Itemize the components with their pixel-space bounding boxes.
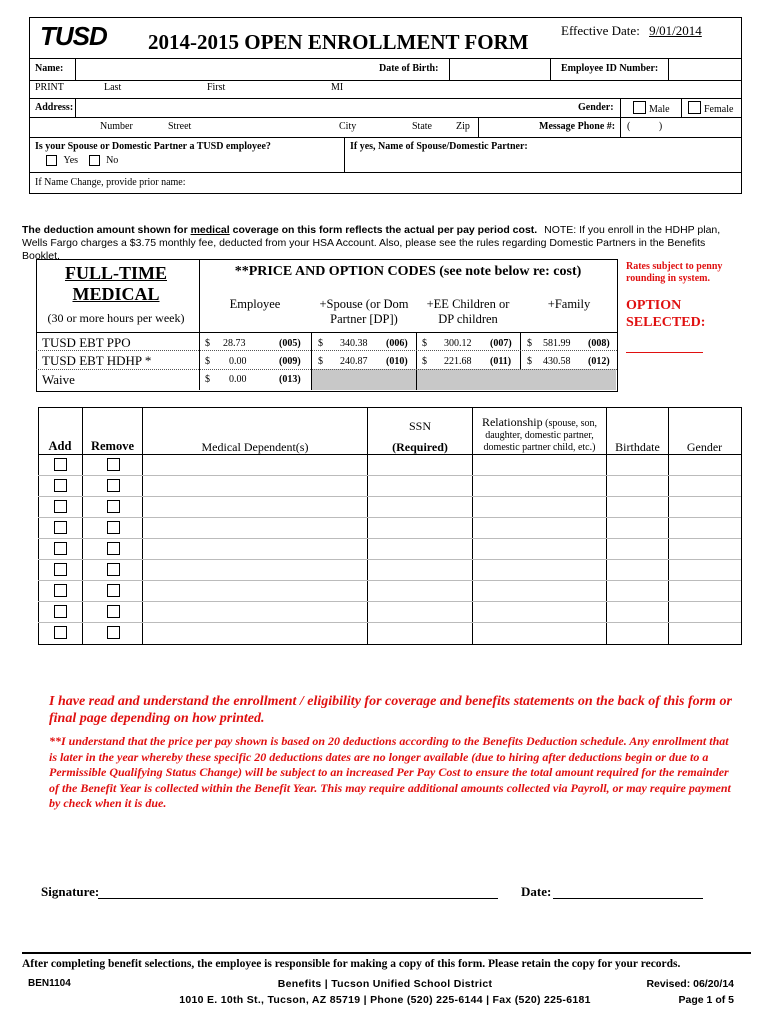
birthdate-input[interactable] — [608, 518, 667, 537]
dependent-name-input[interactable] — [144, 518, 366, 537]
add-checkbox[interactable] — [54, 500, 67, 513]
birthdate-input[interactable] — [608, 539, 667, 558]
relationship-input[interactable] — [474, 518, 605, 537]
signature-label: Signature: — [41, 884, 100, 899]
add-header: Add — [48, 439, 72, 453]
number-label: Number — [100, 121, 133, 132]
relationship-input[interactable] — [474, 455, 605, 474]
option-code: (008) — [588, 338, 610, 349]
section-title-line-1: FULL-TIME — [64, 263, 167, 283]
amount: 340.38 — [340, 338, 368, 349]
rates-note: Rates subject to penny rounding in system. — [626, 261, 723, 284]
gender-input[interactable] — [670, 455, 738, 474]
col-children: +EE Children or DP children — [426, 297, 510, 326]
spouse-yes-label: Yes — [63, 155, 79, 166]
remove-checkbox[interactable] — [107, 521, 120, 534]
dependent-row — [38, 601, 740, 622]
dependent-name-input[interactable] — [144, 476, 366, 495]
signature-line[interactable] — [98, 884, 498, 899]
birthdate-input[interactable] — [608, 497, 667, 516]
remove-checkbox[interactable] — [107, 626, 120, 639]
gender-input[interactable] — [670, 518, 738, 537]
price-cell — [527, 356, 617, 367]
spouse-yes-checkbox[interactable] — [46, 155, 57, 166]
amount: 221.68 — [444, 356, 472, 367]
copy-note: After completing benefit selections, the employee is responsible for making a copy of this form. Please retain the copy for your records. — [22, 958, 681, 970]
employee-id-input[interactable] — [670, 60, 738, 78]
dependent-row — [38, 559, 740, 580]
district-address: 1010 E. 10th St., Tucson, AZ 85719 | Phone (520) 225-6144 | Fax (520) 225-6181 — [179, 994, 591, 1006]
department: Benefits | Tucson Unified School District — [277, 978, 493, 990]
ssn-input[interactable] — [369, 539, 471, 558]
birthdate-header: Birthdate — [615, 440, 660, 454]
currency: $ — [422, 338, 427, 349]
waive-shaded-area — [311, 369, 616, 390]
price-cell — [422, 338, 518, 349]
price-cell — [205, 356, 305, 367]
note-part-2: coverage on this form reflects the actual per pay period cost. — [229, 224, 538, 236]
option-code: (006) — [386, 338, 408, 349]
date-label: Date: — [521, 884, 552, 899]
plan-hdhp: TUSD EBT HDHP * — [42, 353, 152, 368]
gender-input[interactable] — [670, 623, 738, 642]
birthdate-input[interactable] — [608, 455, 667, 474]
currency: $ — [527, 338, 532, 349]
price-cell — [318, 338, 414, 349]
section-title-line-2: MEDICAL — [72, 284, 160, 304]
mi-label: MI — [331, 82, 344, 93]
ssn-input[interactable] — [369, 518, 471, 537]
add-checkbox[interactable] — [54, 458, 67, 471]
currency: $ — [205, 356, 210, 367]
revised-date: Revised: 06/20/14 — [646, 978, 734, 990]
price-cell — [205, 374, 305, 385]
effective-label: Effective Date: — [561, 23, 640, 38]
phone-open-paren: ( — [627, 121, 631, 132]
remove-checkbox[interactable] — [107, 479, 120, 492]
option-code: (007) — [490, 338, 512, 349]
form-code: BEN1104 — [28, 978, 71, 989]
note-part-1: The deduction amount shown for — [22, 224, 191, 236]
spouse-no-label: No — [106, 155, 119, 166]
last-label: Last — [104, 82, 122, 93]
option-code: (013) — [279, 374, 301, 385]
gender-input[interactable] — [670, 560, 738, 579]
add-checkbox[interactable] — [54, 626, 67, 639]
print-label: PRINT — [35, 82, 64, 93]
add-checkbox[interactable] — [54, 479, 67, 492]
dependent-name-input[interactable] — [144, 623, 366, 642]
relationship-input[interactable] — [474, 623, 605, 642]
col-family: +Family — [547, 297, 591, 311]
currency: $ — [318, 356, 323, 367]
option-code: (011) — [490, 356, 512, 367]
dob-input[interactable] — [451, 60, 548, 78]
add-checkbox[interactable] — [54, 542, 67, 555]
dependent-row — [38, 622, 740, 643]
amount: 581.99 — [543, 338, 571, 349]
option-selected-input[interactable] — [626, 342, 703, 353]
gender-input[interactable] — [670, 476, 738, 495]
amount: 0.00 — [229, 356, 247, 367]
gender-input[interactable] — [670, 497, 738, 516]
dependent-row — [38, 580, 740, 601]
spouse-name-label: If yes, Name of Spouse/Domestic Partner: — [350, 141, 528, 152]
birthdate-input[interactable] — [608, 560, 667, 579]
add-checkbox[interactable] — [54, 563, 67, 576]
effective-date-label — [561, 23, 702, 39]
amount: 430.58 — [543, 356, 571, 367]
col-spouse: +Spouse (or Dom Partner [DP]) — [319, 297, 409, 326]
price-cell — [527, 338, 617, 349]
remove-checkbox[interactable] — [107, 563, 120, 576]
relationship-input[interactable] — [474, 602, 605, 621]
ssn-required: (Required) — [392, 440, 448, 454]
price-cell — [205, 338, 305, 349]
currency: $ — [527, 356, 532, 367]
spouse-no-checkbox[interactable] — [89, 155, 100, 166]
remove-header: Remove — [90, 439, 135, 453]
remove-checkbox[interactable] — [107, 458, 120, 471]
ssn-input[interactable] — [369, 497, 471, 516]
address-label: Address: — [35, 102, 74, 113]
remove-checkbox[interactable] — [107, 584, 120, 597]
price-cell — [318, 356, 414, 367]
gender-input[interactable] — [670, 539, 738, 558]
relationship-line-2: daughter, domestic partner, — [485, 430, 594, 441]
plan-ppo: TUSD EBT PPO — [42, 335, 131, 350]
state-label: State — [412, 121, 432, 132]
relationship-input[interactable] — [474, 497, 605, 516]
note-part-3: NOTE: If you enroll in the HDHP plan, Wells Fargo charges a $3.75 monthly fee, deducted from your HSA Account. Also, please see the rules regarding Domestic Partners in the Benefits Booklet. — [22, 224, 721, 262]
option-code: (012) — [588, 356, 610, 367]
relationship-line-1b: (spouse, son, — [545, 418, 598, 429]
birthdate-input[interactable] — [608, 581, 667, 600]
relationship-input[interactable] — [474, 560, 605, 579]
option-code: (010) — [386, 356, 408, 367]
amount: 240.87 — [340, 356, 368, 367]
option-code: (009) — [279, 356, 301, 367]
birthdate-input[interactable] — [608, 623, 667, 642]
currency: $ — [205, 374, 210, 385]
ssn-input[interactable] — [369, 560, 471, 579]
male-label: Male — [649, 104, 670, 115]
dependent-name-input[interactable] — [144, 581, 366, 600]
birthdate-input[interactable] — [608, 476, 667, 495]
dependent-name-input[interactable] — [144, 602, 366, 621]
ssn-input[interactable] — [369, 602, 471, 621]
name-input[interactable] — [77, 60, 377, 78]
male-checkbox[interactable] — [633, 101, 646, 114]
gender-input[interactable] — [670, 581, 738, 600]
address-input[interactable] — [77, 100, 547, 116]
phone-label: Message Phone #: — [539, 121, 616, 132]
spouse-question: Is your Spouse or Domestic Partner a TUSD employee? — [35, 141, 271, 152]
birthdate-input[interactable] — [608, 602, 667, 621]
city-label: City — [339, 121, 357, 132]
zip-label: Zip — [456, 121, 470, 132]
remove-checkbox[interactable] — [107, 605, 120, 618]
col-employee: Employee — [229, 297, 281, 311]
ssn-input[interactable] — [369, 623, 471, 642]
statement-2: **I understand that the price per pay shown is based on 20 deductions according to the Benefits Deduction schedule. Any enrollment that is later in the year whereby these specific 20 deductions dates are no longer available (due to hiring after deductions begin or due to a Permissible Qualifying Status Change) will be subject to an increased Per Pay Cost to ensure the total amount required for the remainder of the Benefit Year is collected within the Benefit Year. This may require additional amounts collected via Payroll, or may require payment by check when it is due. — [49, 734, 731, 810]
add-checkbox[interactable] — [54, 605, 67, 618]
currency: $ — [422, 356, 427, 367]
ssn-input[interactable] — [369, 455, 471, 474]
relationship-line-3: domestic partner child, etc.) — [483, 442, 596, 453]
first-label: First — [207, 82, 226, 93]
ssn-input[interactable] — [369, 476, 471, 495]
full-time-medical-title — [40, 263, 192, 305]
note-medical: medical — [190, 224, 230, 236]
option-code: (005) — [279, 338, 301, 349]
dob-label: Date of Birth: — [379, 63, 439, 74]
phone-close-paren: ) — [658, 121, 663, 132]
female-label: Female — [704, 104, 734, 115]
remove-checkbox[interactable] — [107, 542, 120, 555]
plan-waive: Waive — [42, 372, 75, 387]
price-cell — [422, 356, 518, 367]
gender-input[interactable] — [670, 602, 738, 621]
hours-label: (30 or more hours per week) — [47, 311, 185, 325]
gender-label: Gender: — [578, 102, 614, 113]
relationship-input[interactable] — [474, 581, 605, 600]
spouse-yes-no — [46, 155, 118, 166]
amount: 28.73 — [223, 338, 246, 349]
employee-id-label: Employee ID Number: — [561, 63, 659, 74]
dependent-row — [38, 475, 740, 496]
dependent-name-input[interactable] — [144, 455, 366, 474]
dependent-name-input[interactable] — [144, 560, 366, 579]
tusd-logo: TUSD — [40, 21, 107, 51]
dependent-name-input[interactable] — [144, 539, 366, 558]
effective-date: 9/01/2014 — [649, 23, 702, 38]
add-checkbox[interactable] — [54, 584, 67, 597]
ssn-header: SSN — [408, 419, 431, 433]
dependent-name-input[interactable] — [144, 497, 366, 516]
amount: 0.00 — [229, 374, 247, 385]
cost-note — [22, 224, 740, 263]
relationship-input[interactable] — [474, 539, 605, 558]
form-title: 2014-2015 OPEN ENROLLMENT FORM — [148, 30, 529, 54]
dependent-row — [38, 538, 740, 559]
name-change-label: If Name Change, provide prior name: — [35, 177, 186, 188]
date-line[interactable] — [553, 884, 703, 899]
gender-header: Gender — [686, 440, 723, 454]
option-selected-label: OPTION SELECTED: — [626, 298, 706, 330]
currency: $ — [205, 338, 210, 349]
remove-checkbox[interactable] — [107, 500, 120, 513]
relationship-input[interactable] — [474, 476, 605, 495]
ssn-input[interactable] — [369, 581, 471, 600]
dependent-header: Medical Dependent(s) — [201, 440, 309, 454]
add-checkbox[interactable] — [54, 521, 67, 534]
female-checkbox[interactable] — [688, 101, 701, 114]
amount: 300.12 — [444, 338, 472, 349]
page-number: Page 1 of 5 — [678, 994, 734, 1006]
price-header: **PRICE AND OPTION CODES (see note below re: cost) — [234, 264, 582, 279]
dependent-row — [38, 496, 740, 517]
relationship-header — [473, 416, 606, 454]
phone-input[interactable] — [627, 121, 662, 132]
dependent-row — [38, 517, 740, 538]
dependent-row — [38, 454, 740, 475]
statement-1: I have read and understand the enrollment / eligibility for coverage and benefits statements on the back of this form or final page depending on how printed. — [49, 694, 732, 726]
relationship-line-1: Relationship — [481, 415, 543, 429]
currency: $ — [318, 338, 323, 349]
street-label: Street — [168, 121, 192, 132]
name-label: Name: — [35, 63, 64, 74]
